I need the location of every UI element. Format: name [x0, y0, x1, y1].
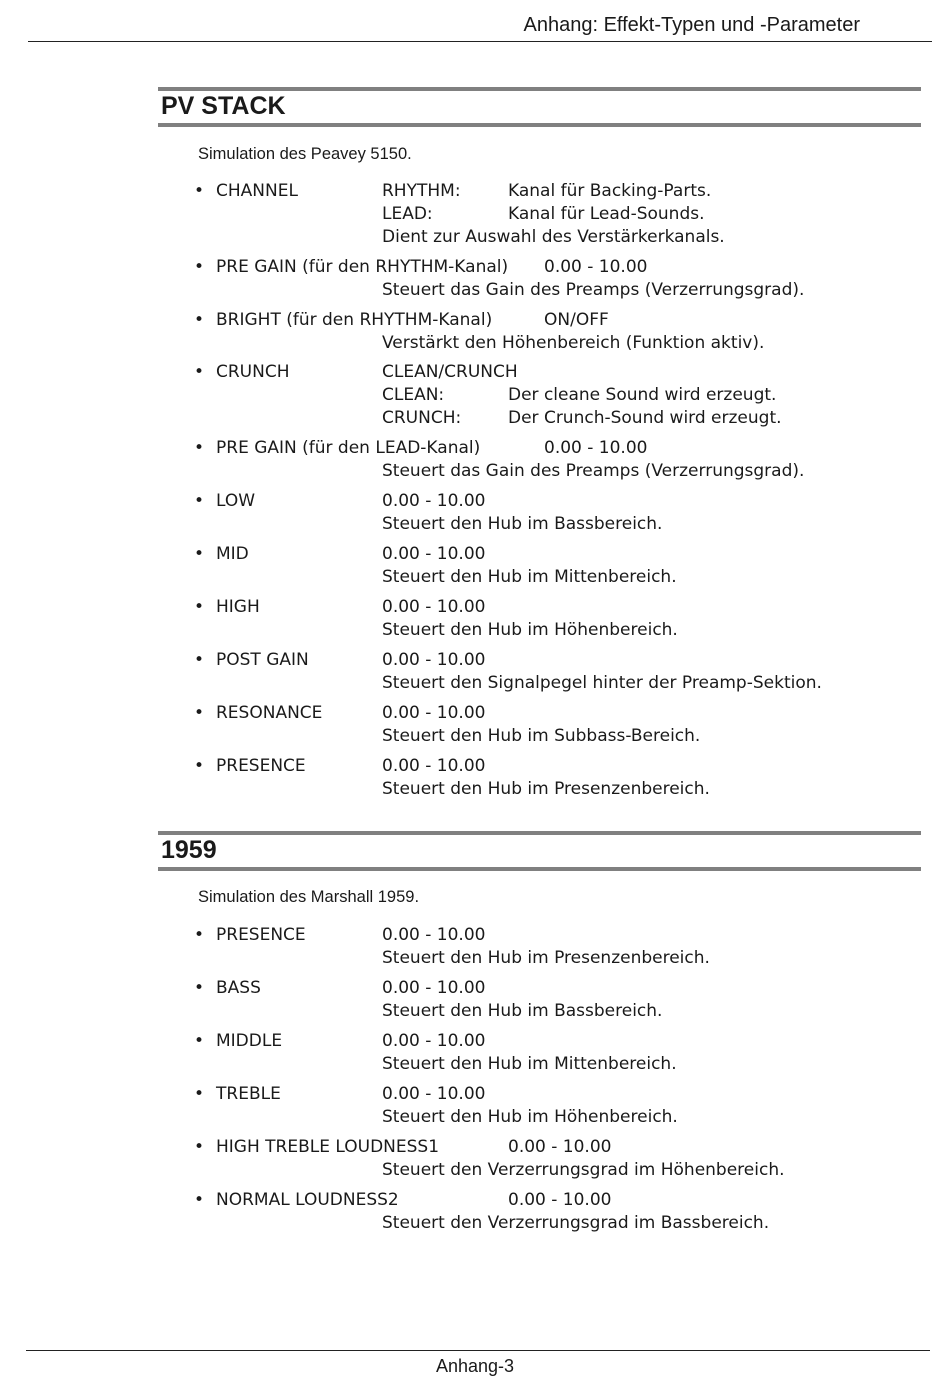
param-option-desc: Kanal für Backing-Parts. [508, 181, 712, 201]
bullet-icon: • [194, 650, 205, 670]
bullet-icon: • [194, 978, 205, 998]
param-range: 0.00 - 10.00 [382, 650, 486, 670]
param-option: CRUNCH: [382, 408, 462, 428]
param-description: Steuert den Verzerrungsgrad im Bassbereich. [382, 1213, 770, 1233]
param-name: PRESENCE [216, 756, 306, 776]
param-description: Steuert den Hub im Höhenbereich. [382, 620, 678, 640]
param-name: RESONANCE [216, 703, 323, 723]
param-description: Dient zur Auswahl des Verstärkerkanals. [382, 227, 725, 247]
param-name: MIDDLE [216, 1031, 283, 1051]
param-range: 0.00 - 10.00 [382, 1031, 486, 1051]
param-range: 0.00 - 10.00 [382, 978, 486, 998]
param-range: 0.00 - 10.00 [382, 544, 486, 564]
bullet-icon: • [194, 1084, 205, 1104]
section-intro: Simulation des Marshall 1959. [198, 888, 420, 906]
param-range: 0.00 - 10.00 [382, 1084, 486, 1104]
bullet-icon: • [194, 544, 205, 564]
param-option: RHYTHM: [382, 181, 461, 201]
param-range: 0.00 - 10.00 [382, 925, 486, 945]
param-description: Steuert das Gain des Preamps (Verzerrungsgrad). [382, 280, 805, 300]
bullet-icon: • [194, 1190, 205, 1210]
param-range: 0.00 - 10.00 [544, 438, 648, 458]
param-range: 0.00 - 10.00 [544, 257, 648, 277]
param-range: 0.00 - 10.00 [382, 597, 486, 617]
param-name: BASS [216, 978, 261, 998]
param-description: Steuert den Hub im Bassbereich. [382, 514, 663, 534]
param-description: Steuert den Signalpegel hinter der Preamp-Sektion. [382, 673, 822, 693]
bullet-icon: • [194, 597, 205, 617]
param-option: LEAD: [382, 204, 433, 224]
param-name: NORMAL LOUDNESS2 [216, 1190, 399, 1210]
param-description: Steuert den Hub im Mittenbereich. [382, 1054, 677, 1074]
bullet-icon: • [194, 756, 205, 776]
param-description: Steuert den Verzerrungsgrad im Höhenbereich. [382, 1160, 785, 1180]
bullet-icon: • [194, 491, 205, 511]
param-range: 0.00 - 10.00 [382, 756, 486, 776]
param-description: Steuert den Hub im Mittenbereich. [382, 567, 677, 587]
param-name: CRUNCH [216, 362, 290, 382]
param-description: Steuert den Hub im Bassbereich. [382, 1001, 663, 1021]
param-range: 0.00 - 10.00 [382, 703, 486, 723]
param-range: 0.00 - 10.00 [508, 1137, 612, 1157]
param-description: Steuert den Hub im Presenzenbereich. [382, 779, 710, 799]
page-number: Anhang-3 [435, 1356, 515, 1376]
param-name: PRE GAIN (für den LEAD-Kanal) [216, 438, 481, 458]
param-name: HIGH [216, 597, 260, 617]
param-range: 0.00 - 10.00 [382, 491, 486, 511]
bullet-icon: • [194, 925, 205, 945]
param-description: Steuert den Hub im Subbass-Bereich. [382, 726, 701, 746]
param-range: ON/OFF [544, 310, 609, 330]
section-title: 1959 [161, 836, 217, 864]
param-description: Verstärkt den Höhenbereich (Funktion aktiv). [382, 333, 765, 353]
param-name: POST GAIN [216, 650, 309, 670]
param-option-desc: Der Crunch-Sound wird erzeugt. [508, 408, 782, 428]
param-option-desc: Kanal für Lead-Sounds. [508, 204, 705, 224]
param-range: CLEAN/CRUNCH [382, 362, 518, 382]
param-name: CHANNEL [216, 181, 298, 201]
bullet-icon: • [194, 181, 205, 201]
bullet-icon: • [194, 257, 205, 277]
param-description: Steuert den Hub im Presenzenbereich. [382, 948, 710, 968]
param-description: Steuert den Hub im Höhenbereich. [382, 1107, 678, 1127]
param-description: Steuert das Gain des Preamps (Verzerrungsgrad). [382, 461, 805, 481]
param-name: PRESENCE [216, 925, 306, 945]
bullet-icon: • [194, 1031, 205, 1051]
page-header-title: Anhang: Effekt-Typen und -Parameter [523, 14, 860, 36]
param-name: PRE GAIN (für den RHYTHM-Kanal) [216, 257, 509, 277]
section-heading-pv-stack [158, 87, 921, 127]
footer-rule [26, 1350, 930, 1351]
bullet-icon: • [194, 310, 205, 330]
param-name: TREBLE [216, 1084, 281, 1104]
param-name: MID [216, 544, 249, 564]
param-option: CLEAN: [382, 385, 445, 405]
section-title: PV STACK [161, 92, 286, 120]
bullet-icon: • [194, 703, 205, 723]
param-option-desc: Der cleane Sound wird erzeugt. [508, 385, 777, 405]
param-name: LOW [216, 491, 256, 511]
bullet-icon: • [194, 438, 205, 458]
param-name: BRIGHT (für den RHYTHM-Kanal) [216, 310, 493, 330]
bullet-icon: • [194, 1137, 205, 1157]
header-rule [28, 41, 932, 42]
section-heading-1959 [158, 831, 921, 871]
param-range: 0.00 - 10.00 [508, 1190, 612, 1210]
bullet-icon: • [194, 362, 205, 382]
section-intro: Simulation des Peavey 5150. [198, 145, 412, 163]
param-name: HIGH TREBLE LOUDNESS1 [216, 1137, 440, 1157]
